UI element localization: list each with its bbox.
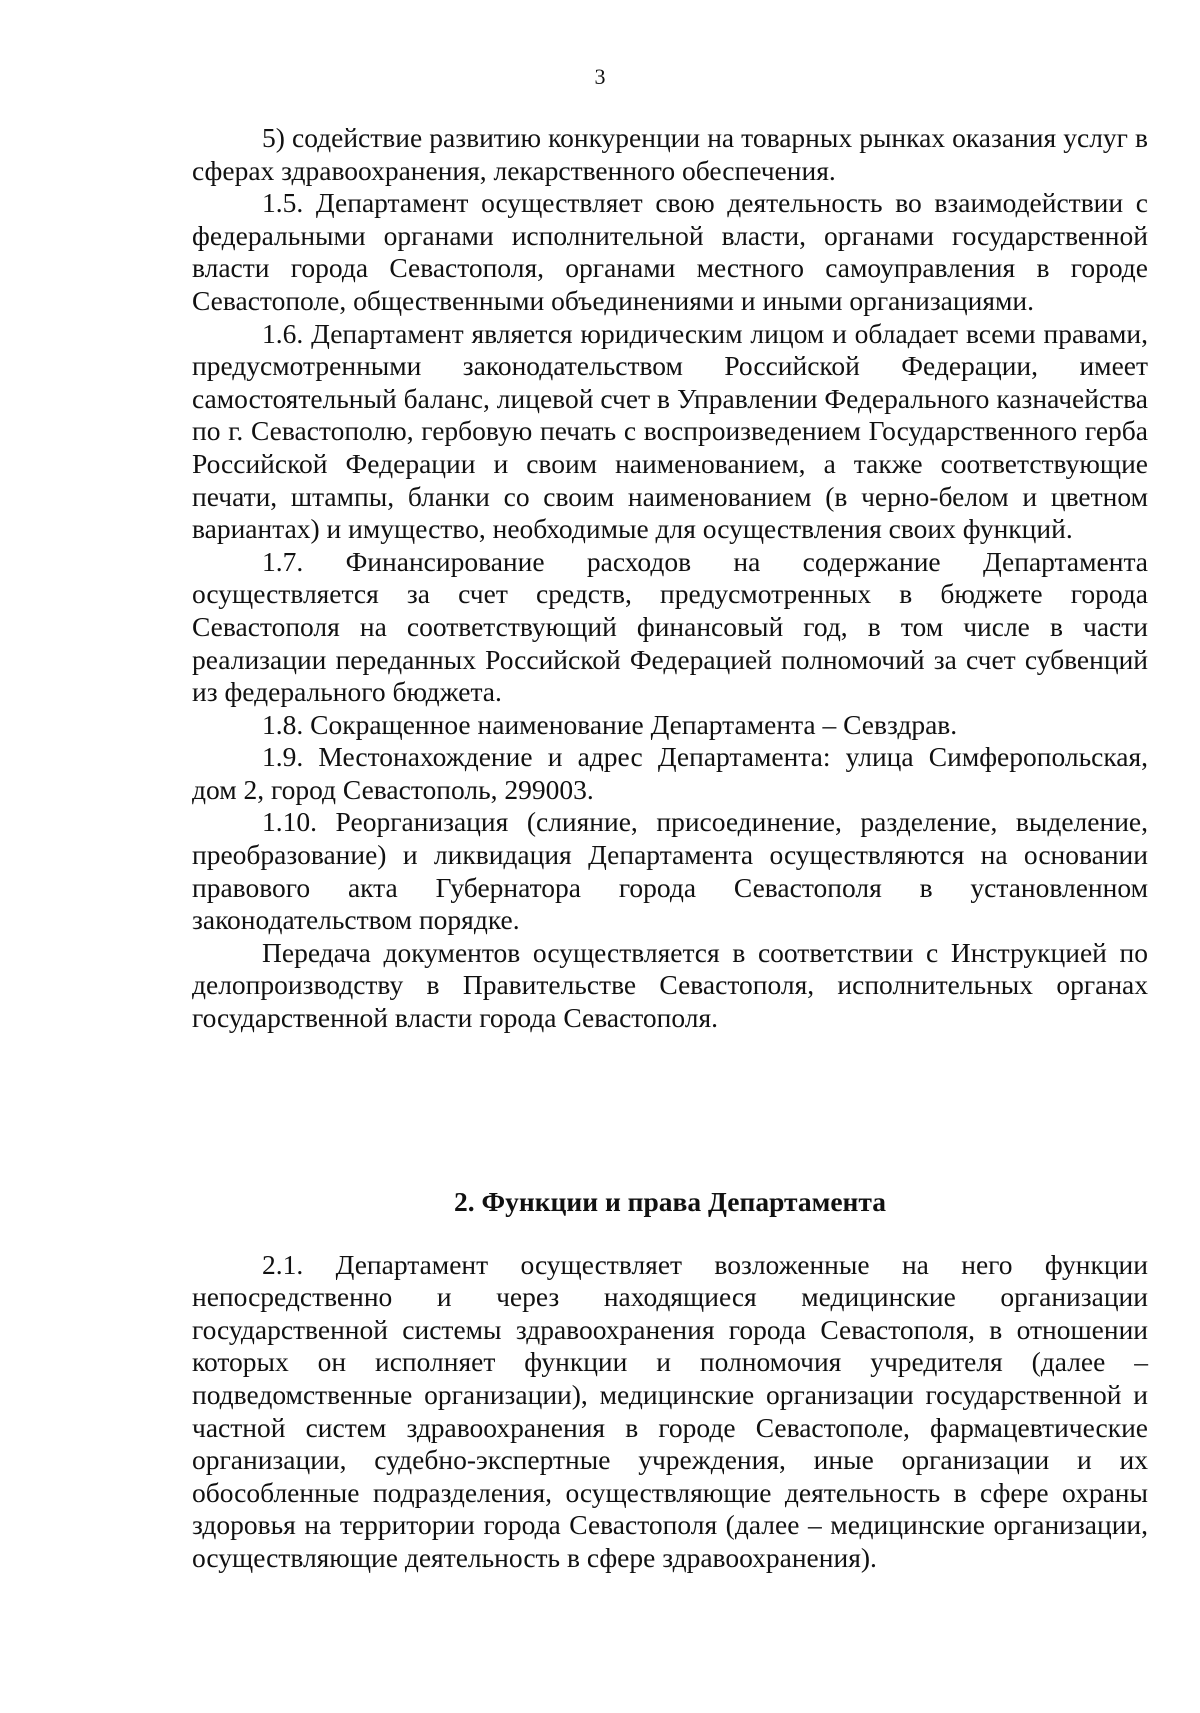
- paragraph-1-8: 1.8. Сокращенное наименование Департамента – Севздрав.: [262, 708, 958, 740]
- paragraph-5-competition: 5) содействие развитию конкуренции на товарных рынках оказания услуг в сферах здравоохранения, лекарственного обеспечения.: [192, 122, 1148, 186]
- document-body: [192, 122, 1148, 1575]
- paragraph-1-5: 1.5. Департамент осуществляет свою деятельность во взаимодействии с федеральными органами исполнительной власти, органами государственной власти города Севастополя, органами местного самоуправления в городе Севастополе, общественными объединениями и иными организациями.: [192, 187, 1148, 316]
- paragraph-1-7: 1.7. Финансирование расходов на содержание Департамента осуществляется за счет средств, предусмотренных в бюджете города Севастополя на соответствующий финансовый год, в том числе в части реализации переданных Российской Федерацией полномочий за счет субвенций из федерального бюджета.: [192, 545, 1148, 708]
- section-2: [192, 1185, 1148, 1575]
- paragraph-1-6: 1.6. Департамент является юридическим лицом и обладает всеми правами, предусмотренными законодательством Российской Федерации, имеет самостоятельный баланс, лицевой счет в Управлении Федерального казначейства по г. Севастополю, гербовую печать с воспроизведением Государственного герба Российской Федерации и своим наименованием, а также соответствующие печати, штампы, бланки со своим наименованием (в черно-белом и цветном вариантах) и имущество, необходимые для осуществления своих функций.: [192, 317, 1148, 545]
- paragraph-document-transfer: Передача документов осуществляется в соответствии с Инструкцией по делопроизводству в Правительстве Севастополя, исполнительных органах государственной власти города Севастополя.: [192, 936, 1148, 1034]
- paragraph-1-10: 1.10. Реорганизация (слияние, присоединение, разделение, выделение, преобразование) и ликвидация Департамента осуществляются на основании правового акта Губернатора города Севастополя в установленном законодательством порядке.: [192, 806, 1148, 936]
- section-2-title: 2. Функции и права Департамента: [453, 1185, 886, 1217]
- paragraph-2-1: 2.1. Департамент осуществляет возложенные на него функции непосредственно и через находящиеся медицинские организации государственной системы здравоохранения города Севастополя, в отношении которых он исполняет функции и полномочия учредителя (далее – подведомственные организации), медицинские организации государственной и частной систем здравоохранения в городе Севастополе, фармацевтические организации, судебно-экспертные учреждения, иные организации и их обособленные подразделения, осуществляющие деятельность в сфере охраны здоровья на территории города Севастополя (далее – медицинские организации, осуществляющие деятельность в сфере здравоохранения).: [192, 1248, 1148, 1573]
- page-number: 3: [594, 64, 606, 89]
- paragraph-1-9: 1.9. Местонахождение и адрес Департамента: улица Симферопольская, дом 2, город Севастополь, 299003.: [192, 741, 1148, 805]
